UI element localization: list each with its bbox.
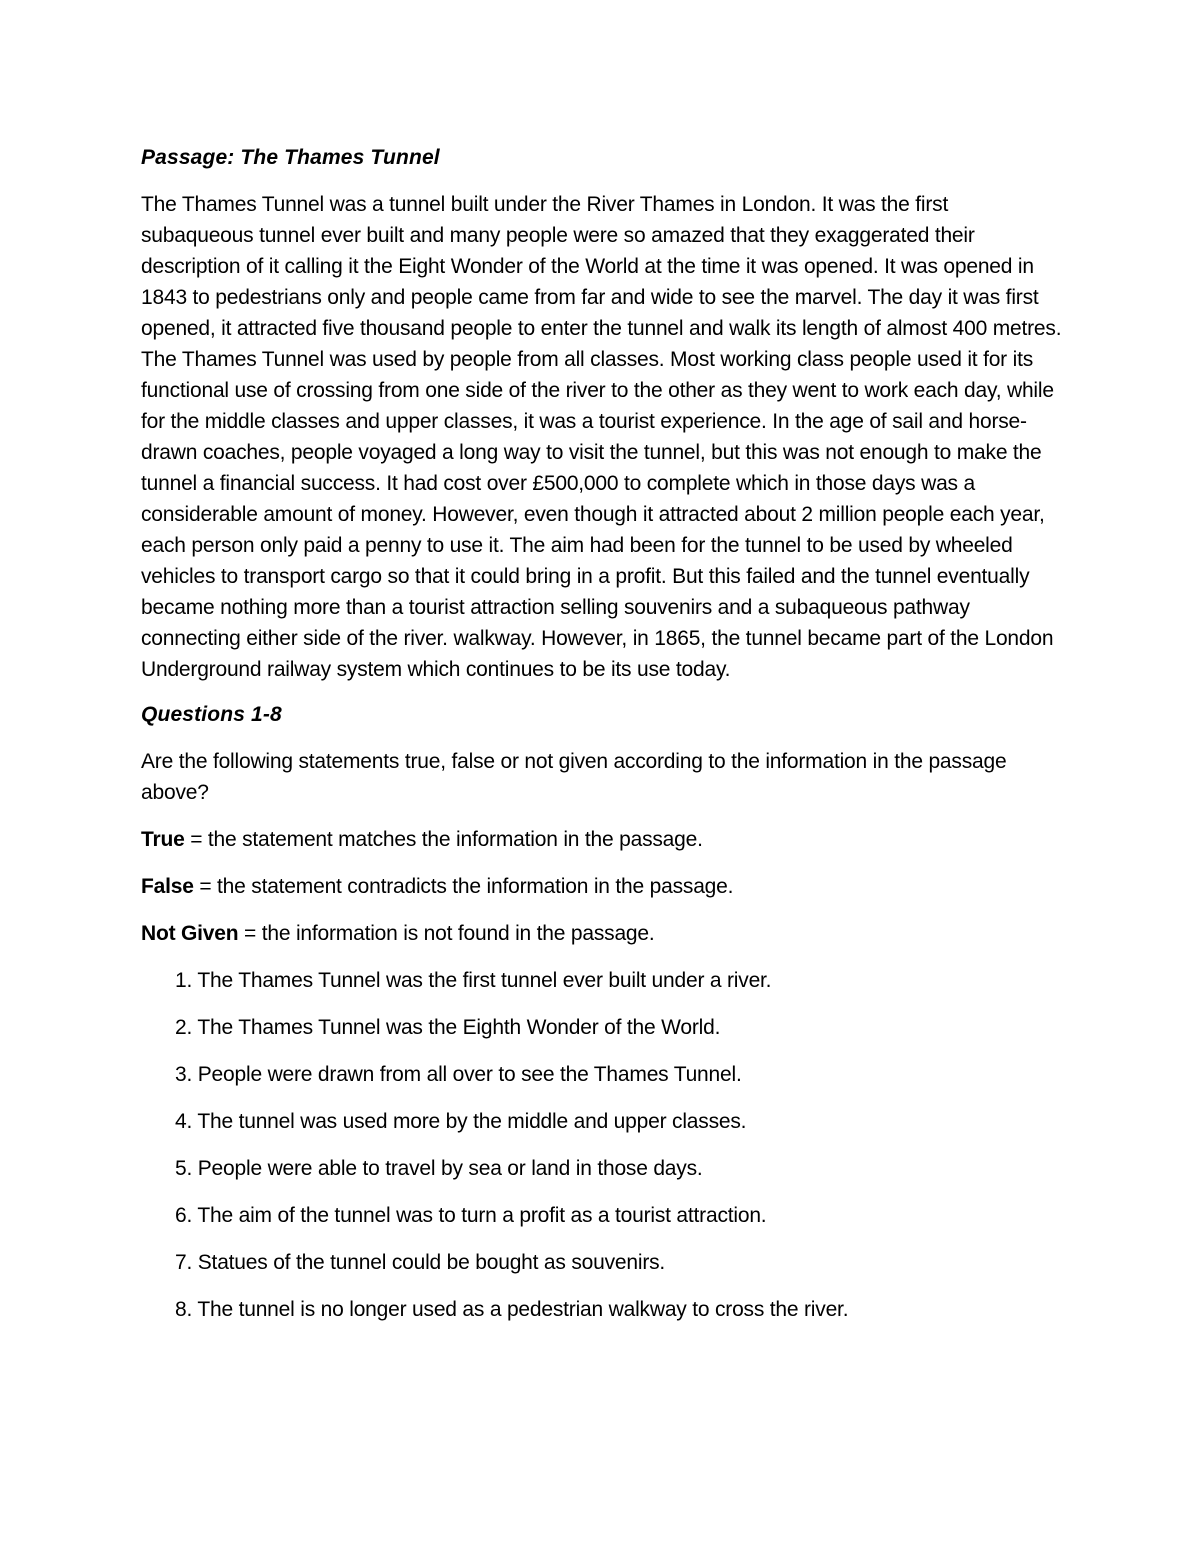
definition-not-given (141, 918, 1066, 949)
statement-item: 4. The tunnel was used more by the middle and upper classes. (175, 1110, 747, 1133)
statement-list (141, 965, 1066, 1325)
statement-item: 1. The Thames Tunnel was the first tunnel ever built under a river. (175, 969, 772, 992)
statement-item: 5. People were able to travel by sea or land in those days. (175, 1157, 703, 1180)
statement-item: 7. Statues of the tunnel could be bought as souvenirs. (175, 1251, 666, 1274)
definition-text: = the information is not found in the passage. (238, 922, 655, 945)
passage-title: Passage: The Thames Tunnel (141, 146, 440, 169)
questions-instruction: Are the following statements true, false or not given according to the information in the passage above? (141, 750, 1007, 804)
document-page (141, 142, 1066, 1341)
definition-term: False (141, 875, 194, 898)
statement-item: 3. People were drawn from all over to see the Thames Tunnel. (175, 1063, 742, 1086)
definition-term: Not Given (141, 922, 239, 945)
questions-heading: Questions 1-8 (141, 703, 282, 726)
definition-term: True (141, 828, 185, 851)
statement-item: 6. The aim of the tunnel was to turn a profit as a tourist attraction. (175, 1204, 767, 1227)
statement-item: 8. The tunnel is no longer used as a pedestrian walkway to cross the river. (175, 1298, 849, 1321)
definition-false (141, 871, 1066, 902)
statement-item: 2. The Thames Tunnel was the Eighth Wonder of the World. (175, 1016, 721, 1039)
passage-body: The Thames Tunnel was a tunnel built under the River Thames in London. It was the first subaqueous tunnel ever built and many people were so amazed that they exaggerated their description of it calling it the Eight Wonder of the World at the time it was opened. It was opened in 1843 to pedestrians only and people came from far and wide to see the marvel. The day it was first opened, it attracted five thousand people to enter the tunnel and walk its length of almost 400 metres. The Thames Tunnel was used by people from all classes. Most working class people used it for its functional use of crossing from one side of the river to the other as they went to work each day, while for the middle classes and upper classes, it was a tourist experience. In the age of sail and horse-drawn coaches, people voyaged a long way to visit the tunnel, but this was not enough to make the tunnel a financial success. It had cost over £500,000 to complete which in those days was a considerable amount of money. However, even though it attracted about 2 million people each year, each person only paid a penny to use it. The aim had been for the tunnel to be used by wheeled vehicles to transport cargo so that it could bring in a profit. But this failed and the tunnel eventually became nothing more than a tourist attraction selling souvenirs and a subaqueous pathway connecting either side of the river. walkway. However, in 1865, the tunnel became part of the London Underground railway system which continues to be its use today. (141, 193, 1062, 681)
definition-true (141, 824, 1066, 855)
definition-text: = the statement matches the information in the passage. (184, 828, 703, 851)
definition-text: = the statement contradicts the information in the passage. (193, 875, 734, 898)
